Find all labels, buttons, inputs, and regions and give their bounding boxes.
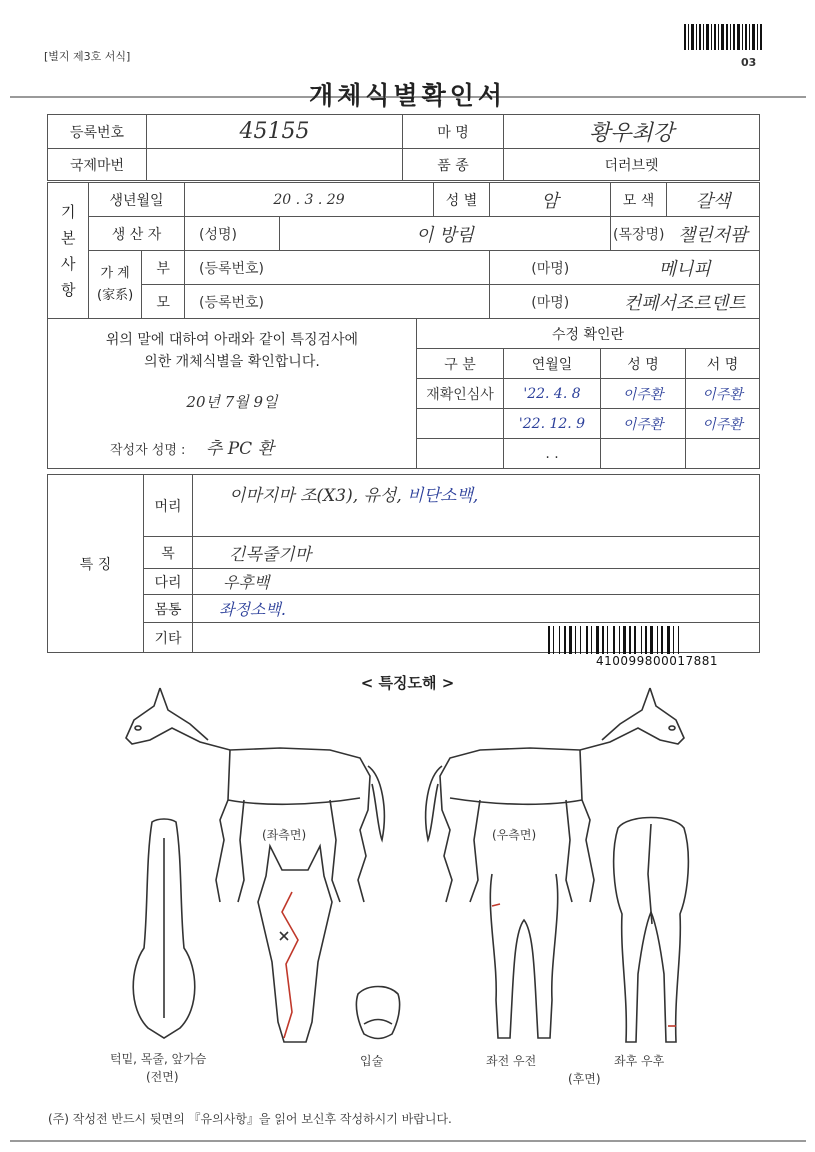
dam-label: 모 xyxy=(142,285,185,319)
head-value-blue: 비단소백, xyxy=(407,486,479,506)
reg-no-label: 등록번호 xyxy=(48,115,147,149)
neck-label: 목 xyxy=(144,537,193,569)
front-legs-caption: 좌전 우전 xyxy=(486,1054,537,1068)
footer-note: (주) 작성전 반드시 뒷면의 『유의사항』을 읽어 보신후 작성하시기 바랍니다. xyxy=(48,1112,452,1126)
registration-table xyxy=(47,114,760,181)
revision-type: 재확인심사 xyxy=(417,379,504,409)
confirmation-date: 20년 7월 9일 xyxy=(186,393,278,411)
pedigree-label: 가 계 (家系) xyxy=(89,251,142,319)
revision-date: . . xyxy=(504,439,601,469)
barcode xyxy=(548,626,760,654)
reg-no-value: 45155 xyxy=(147,115,403,149)
col-type: 구 분 xyxy=(417,349,504,379)
horse-front-legs-figure xyxy=(484,870,564,1044)
dam-name-value: 컨페서조르덴트 xyxy=(610,285,759,319)
confirmation-block xyxy=(48,319,417,469)
col-date: 연월일 xyxy=(504,349,601,379)
sex-label: 성 별 xyxy=(433,183,489,217)
legs-label: 다리 xyxy=(144,569,193,595)
revision-name xyxy=(601,439,686,469)
head-label: 머리 xyxy=(144,475,193,537)
birth-value: 20 . 3 . 29 xyxy=(185,183,434,217)
horse-name-value: 황우최강 xyxy=(504,115,760,149)
intl-no-value xyxy=(147,149,403,181)
confirmation-text-line2: 의한 개체식별을 확인합니다. xyxy=(144,354,320,370)
horse-name-label: 마 명 xyxy=(403,115,504,149)
sex-value: 암 xyxy=(489,183,610,217)
sire-label: 부 xyxy=(142,251,185,285)
left-side-caption: (좌측면) xyxy=(262,828,307,842)
revision-sign: 이주환 xyxy=(686,409,760,439)
revision-type xyxy=(417,409,504,439)
intl-no-label: 국제마번 xyxy=(48,149,147,181)
hind-legs-caption: 좌후 우후 xyxy=(614,1054,665,1068)
revision-name: 이주환 xyxy=(601,379,686,409)
writer-signature: 추 PC 환 xyxy=(205,439,274,459)
body-label: 몸통 xyxy=(144,595,193,623)
color-label: 모 색 xyxy=(610,183,666,217)
lips-caption: 입술 xyxy=(360,1054,384,1068)
top-barcode xyxy=(684,24,762,50)
farm-value: 챌린저팜 xyxy=(666,217,759,251)
birth-label: 생년월일 xyxy=(89,183,185,217)
sire-reg-label: (등록번호) xyxy=(185,251,490,285)
etc-label: 기타 xyxy=(144,623,193,653)
right-side-caption: (우측면) xyxy=(492,828,537,842)
horse-head-figure xyxy=(252,842,338,1048)
writer-label: 작성자 성명 : xyxy=(110,443,186,458)
sire-name-label: (마명) xyxy=(489,251,610,285)
breeder-name-value: 이 방림 xyxy=(280,217,611,251)
page-number: 03 xyxy=(741,56,757,69)
dam-reg-label: (등록번호) xyxy=(185,285,490,319)
head-value-text: 이마지마 조(X3), 유성, xyxy=(229,486,402,506)
front-caption: 턱밑, 목줄, 앞가슴 xyxy=(110,1052,207,1066)
color-value: 갈색 xyxy=(666,183,759,217)
revision-sign xyxy=(686,439,760,469)
farm-label: (목장명) xyxy=(610,217,666,251)
breeder-label: 생 산 자 xyxy=(89,217,185,251)
hind-sub-caption: (후면) xyxy=(568,1072,601,1086)
footer-rule xyxy=(10,1140,806,1142)
revision-date: '22. 12. 9 xyxy=(504,409,601,439)
diagram-title: < 특징도해 > xyxy=(360,674,455,692)
barcode-number: 410099800017881 xyxy=(596,654,719,668)
confirmation-text-line1: 위의 말에 대하여 아래와 같이 특징검사에 xyxy=(105,332,359,348)
sire-name-value: 메니피 xyxy=(610,251,759,285)
dam-name-label: (마명) xyxy=(489,285,610,319)
revision-date: '22. 4. 8 xyxy=(504,379,601,409)
legs-value: 우후백 xyxy=(193,569,760,595)
col-sign: 서 명 xyxy=(686,349,760,379)
horse-front-neck-figure xyxy=(124,818,204,1040)
features-section-label: 특 징 xyxy=(48,475,144,653)
body-value: 좌정소백. xyxy=(193,595,760,623)
revision-name: 이주환 xyxy=(601,409,686,439)
revision-type xyxy=(417,439,504,469)
document-title: 개체식별확인서 xyxy=(308,81,507,110)
breed-value: 더러브렛 xyxy=(504,149,760,181)
breeder-name-label: (성명) xyxy=(185,217,280,251)
front-sub-caption: (전면) xyxy=(146,1070,179,1084)
basic-info-table xyxy=(47,182,760,319)
horse-hind-legs-figure xyxy=(608,814,694,1046)
revision-title: 수정 확인란 xyxy=(417,319,760,349)
form-code: [별지 제3호 서식] xyxy=(44,50,131,63)
breed-label: 품 종 xyxy=(403,149,504,181)
col-name: 성 명 xyxy=(601,349,686,379)
basic-section-label: 기본사항 xyxy=(48,183,89,319)
revision-sign: 이주환 xyxy=(686,379,760,409)
neck-value: 긴목줄기마 xyxy=(193,537,760,569)
horse-lips-figure xyxy=(352,984,404,1040)
head-value xyxy=(193,475,760,537)
confirmation-table xyxy=(47,318,760,469)
